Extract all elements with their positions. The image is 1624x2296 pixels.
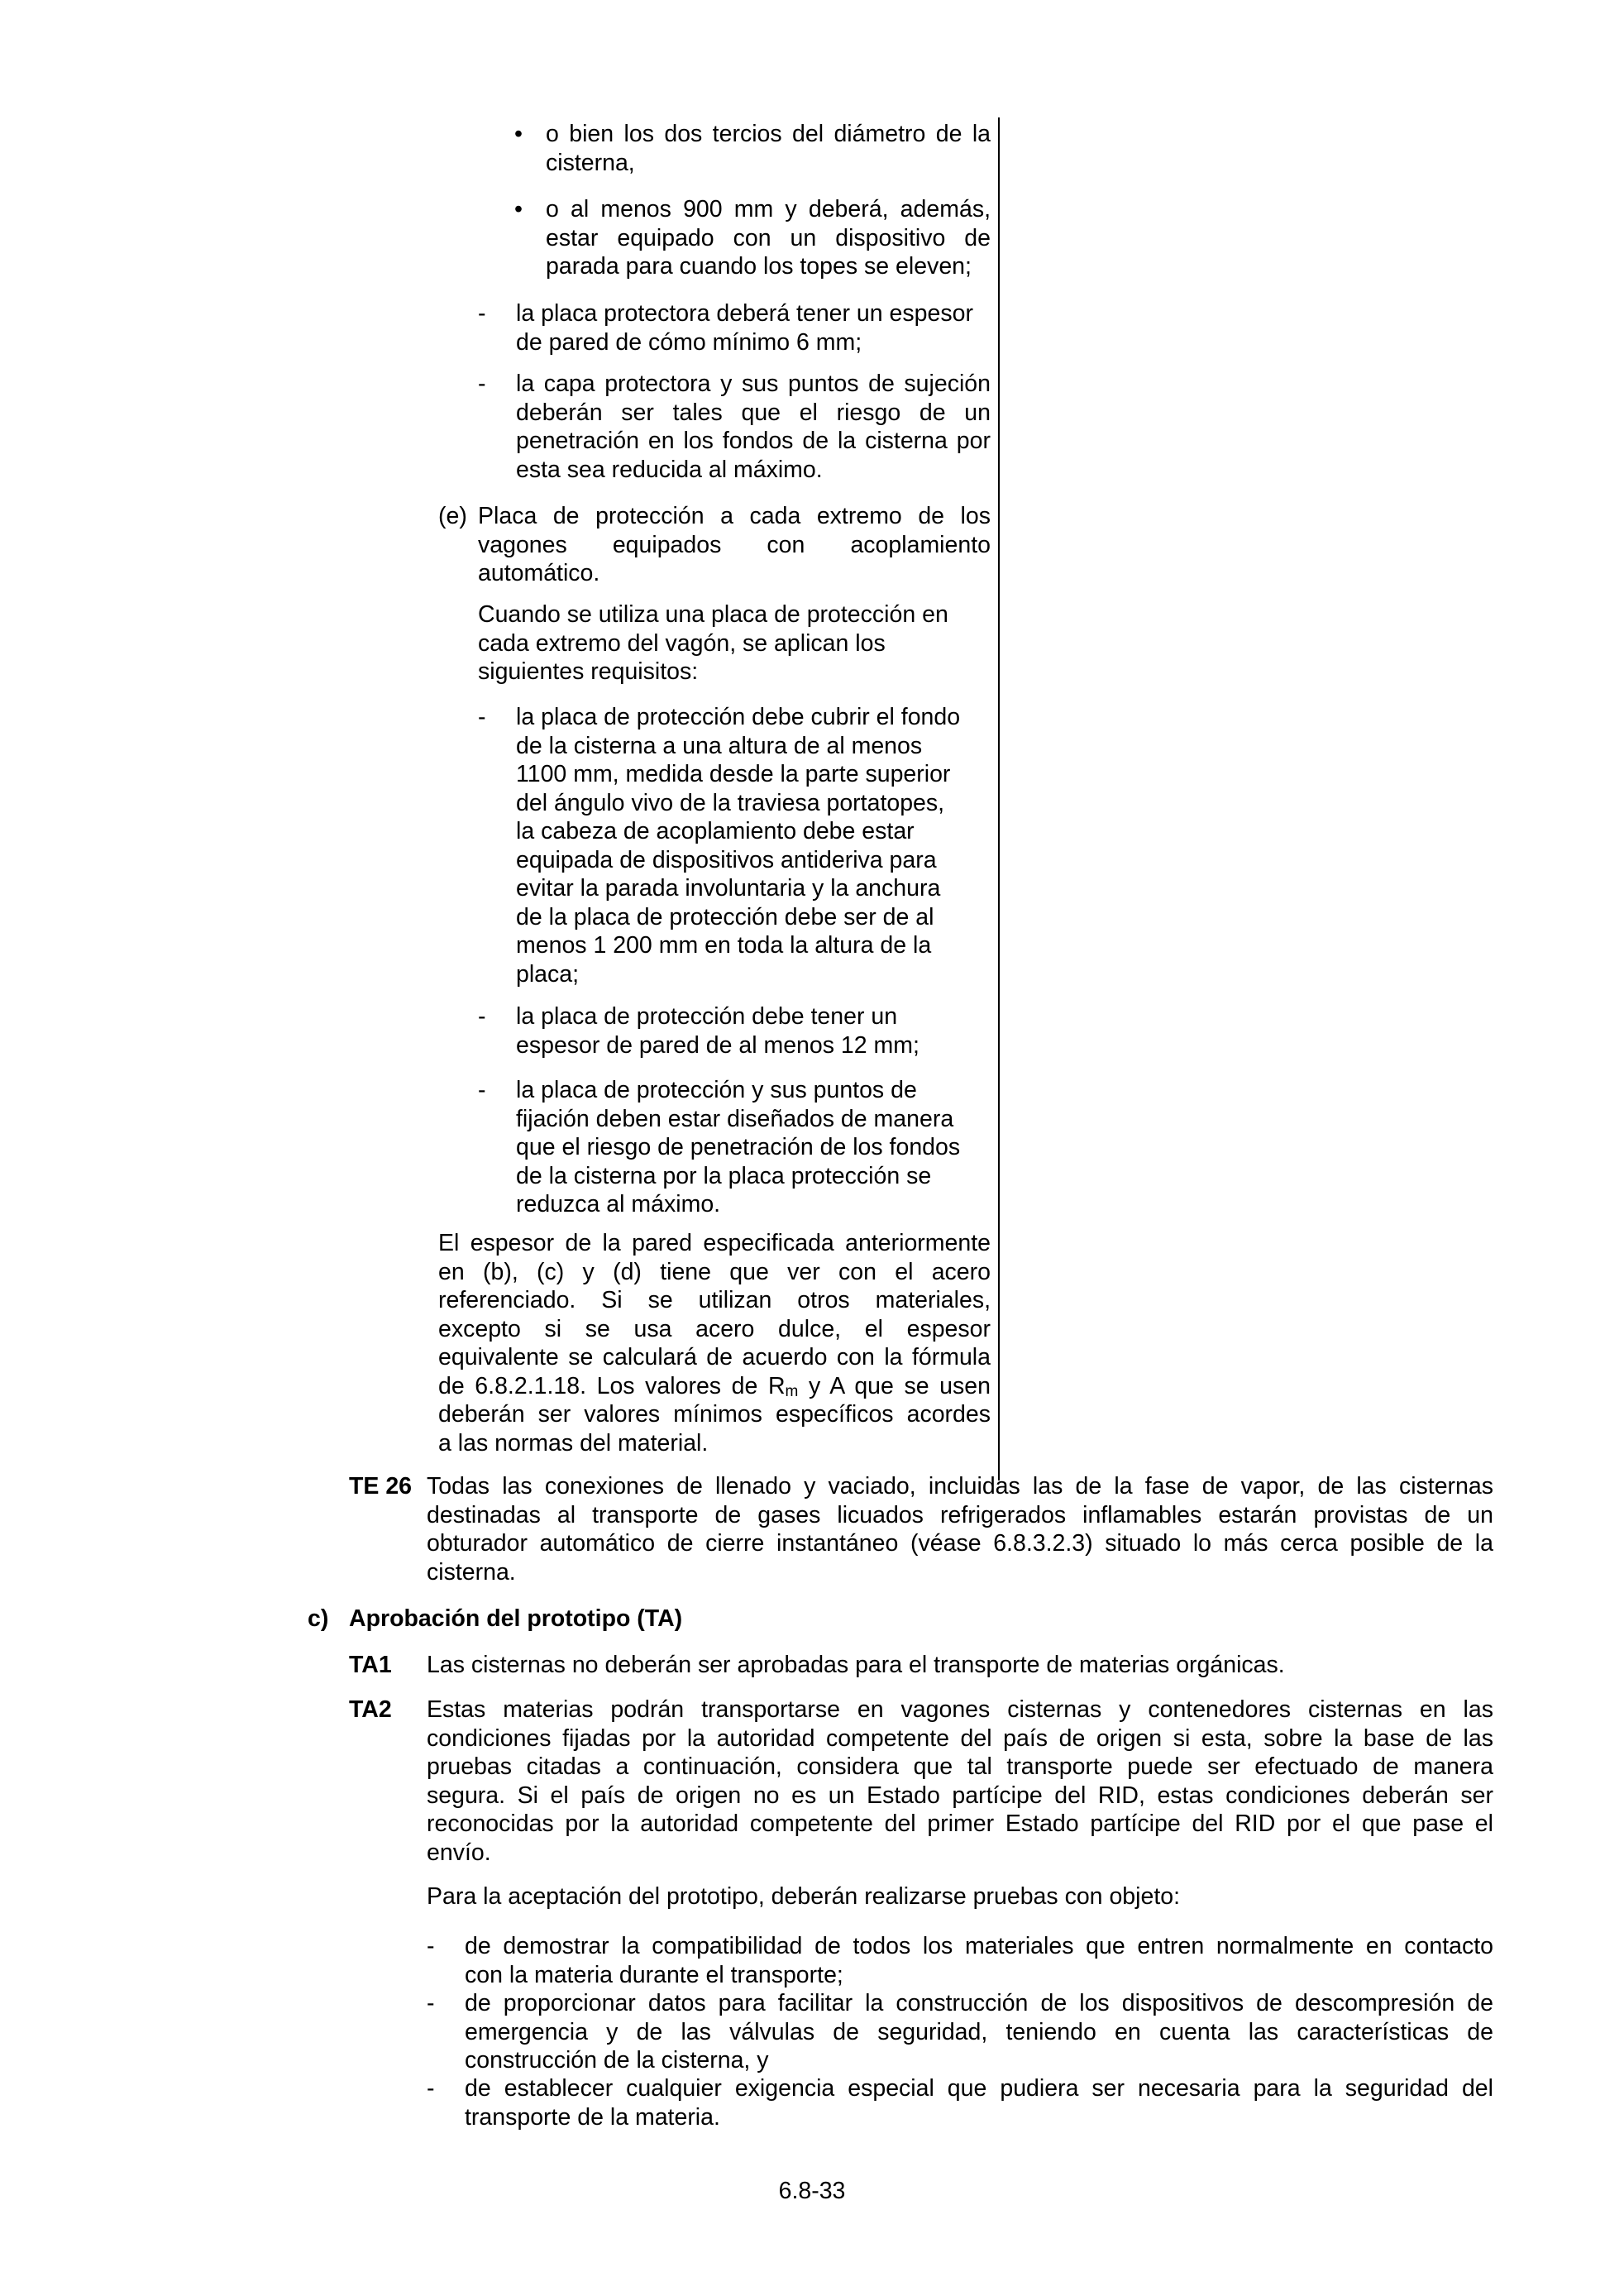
ta2-dash-item-3: de establecer cualquier exigencia especial que pudiera ser necesaria para la seguridad del transporte de la materia. (465, 2075, 1493, 2131)
ta1-code: TA1 (349, 1652, 392, 1678)
dash-e-3: - (478, 1077, 486, 1103)
ta2-text: Estas materias podrán transportarse en vagones cisternas y contenedores cisternas en las condiciones fijadas por la autoridad competente del país de origen si esta, sobre la base de las pruebas citadas a continuación, considera que tal transporte puede ser efectuado de manera segura. Si el país de origen no es un Estado partícipe del RID, estas condiciones deberán ser reconocidas por la autoridad competente del primer Estado partícipe del RID por el que pase el envío. (427, 1696, 1493, 1866)
dot-item-1: o bien los dos tercios del diámetro de la cisterna, (546, 121, 991, 176)
item-e-label: (e) (438, 503, 467, 529)
ta2-dash-item-1: de demostrar la compatibilidad de todos los materiales que entren normalmente en contacto con la materia durante el transporte; (465, 1933, 1493, 1988)
ta1-text: Las cisternas no deberán ser aprobadas para el transporte de materias orgánicas. (427, 1652, 1285, 1678)
section-c-title: Aprobación del prototipo (TA) (349, 1605, 683, 1632)
dot-item-2: o al menos 900 mm y deberá, además, estar equipado con un dispositivo de parada para cuando los topes se eleven; (546, 196, 991, 280)
te26-code: TE 26 (349, 1473, 413, 1500)
item-e-title: Placa de protección a cada extremo de los vagones equipados con acoplamiento automático. (478, 503, 991, 586)
ta2-intro: Para la aceptación del prototipo, deberán realizarse pruebas con objeto: (427, 1883, 1181, 1910)
ta2-dash-3: - (427, 2075, 435, 2102)
page-number: 6.8-33 (778, 2178, 846, 2204)
formula-line: de 6.8.2.1.18. Los valores de $R_m$ y A que se usen (438, 1372, 991, 1400)
dash-item-e-3: la placa de protección y sus puntos de fijación deben estar diseñados de manera que el riesgo de penetración de los fondos de la cisterna por la placa protección se reduzca al máximo. (516, 1077, 961, 1217)
ta2-dash-item-2: de proporcionar datos para facilitar la construcción de los dispositivos de descompresión de emergencia y de las válvulas de seguridad, teniendo en cuenta las características de construcción de la cisterna, y (465, 1990, 1493, 2074)
bullet-dot-2: • (514, 196, 523, 222)
revision-change-bar (998, 117, 1000, 1480)
section-c-label: c) (308, 1605, 329, 1632)
ta2-code: TA2 (349, 1696, 392, 1723)
ta2-dash-2: - (427, 1990, 435, 2016)
dash-item-d-2: la capa protectora y sus puntos de sujeción deberán ser tales que el riesgo de un penetración en los fondos de la cisterna por esta sea reducida al máximo. (516, 371, 991, 483)
dash-item-e-1: la placa de protección debe cubrir el fondo de la cisterna a una altura de al menos 1100 mm, medida desde la parte superior del ángulo vivo de la traviesa portatopes, la cabeza de acoplamiento debe estar equipada de dispositivos antideriva para evitar la parada involuntaria y la anchura de la placa de protección debe ser de al menos 1 200 mm en toda la altura de la placa; (516, 704, 961, 988)
bullet-dot-1: • (514, 121, 523, 147)
dash-e-2: - (478, 1003, 486, 1030)
thickness-paragraph: El espesor de la pared especificada anteriormente en (b), (c) y (d) tiene que ver con el acero referenciado. Si se utilizan otros materiales, excepto si se usa acero dulce, el espesor equivalente se calculará de acuerdo con la fórmula de 6.8.2.1.18. Los valores de $R_m$ y A que se usen deberán ser valores mínimos específicos acordes a las normas del material. (438, 1230, 991, 1457)
dash-d-1: - (478, 300, 486, 327)
dash-item-d-1: la placa protectora deberá tener un espesor de pared de cómo mínimo 6 mm; (516, 300, 973, 356)
ta2-dash-1: - (427, 1933, 435, 1959)
dash-d-2: - (478, 371, 486, 397)
dash-item-e-2: la placa de protección debe tener un espesor de pared de al menos 12 mm; (516, 1003, 919, 1059)
te26-text: Todas las conexiones de llenado y vaciado, incluidas las de la fase de vapor, de las cisternas destinadas al transporte de gases licuados refrigerados inflamables estarán provistas de un obturador automático de cierre instantáneo (véase 6.8.3.2.3) situado lo más cerca posible de la cisterna. (427, 1473, 1493, 1586)
item-e-intro: Cuando se utiliza una placa de protección en cada extremo del vagón, se aplican los siguientes requisitos: (478, 601, 948, 685)
dash-e-1: - (478, 704, 486, 730)
